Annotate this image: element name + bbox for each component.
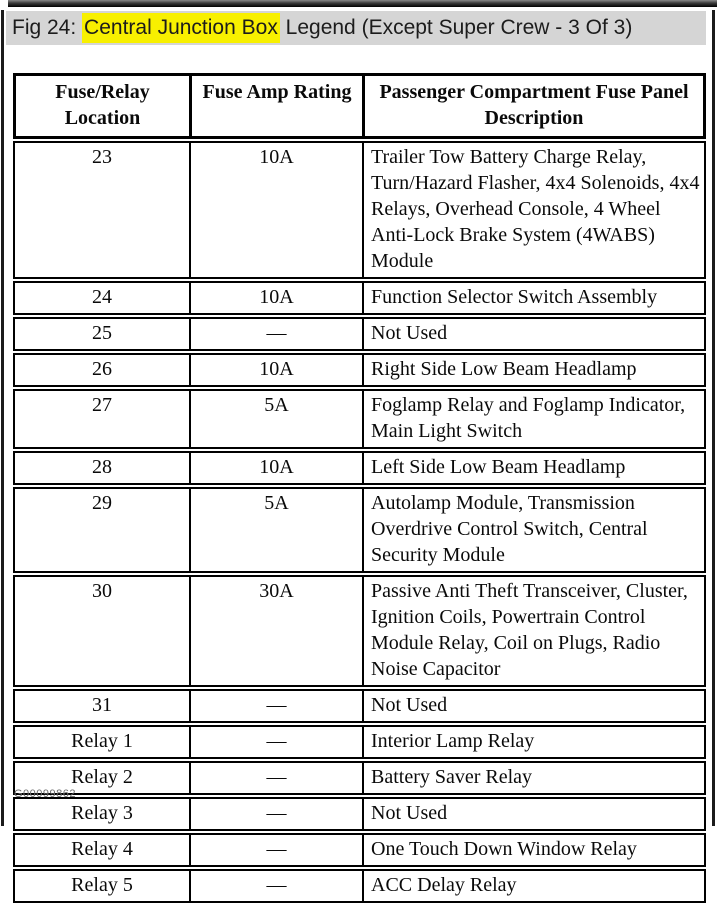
top-border-bar bbox=[8, 0, 717, 7]
caption-highlighted-text: Central Junction Box bbox=[82, 13, 280, 43]
table-header-row bbox=[13, 73, 706, 139]
cell-description: Not Used bbox=[371, 802, 448, 824]
cell-location: 30 bbox=[15, 577, 191, 685]
cell-rating: — bbox=[191, 691, 364, 721]
table-row bbox=[13, 797, 706, 831]
cell-location: Relay 4 bbox=[15, 835, 191, 865]
caption-suffix: Legend (Except Super Crew - 3 Of 3) bbox=[279, 16, 633, 39]
fuse-table-body bbox=[13, 141, 706, 903]
cell-location: Relay 3 bbox=[15, 799, 191, 829]
figure-code: G00099862 bbox=[14, 788, 76, 800]
cell-location: 26 bbox=[15, 355, 191, 385]
cell-rating: — bbox=[191, 763, 364, 793]
table-row bbox=[13, 487, 706, 573]
cell-location: 28 bbox=[15, 453, 191, 483]
cell-rating: 10A bbox=[191, 283, 364, 313]
cell-location: 31 bbox=[15, 691, 191, 721]
table-row bbox=[13, 725, 706, 759]
cell-location: Relay 1 bbox=[15, 727, 191, 757]
cell-rating: — bbox=[191, 799, 364, 829]
cell-description: Passive Anti Theft Transceiver, Cluster, Ignition Coils, Powertrain Control Module Relay, Coil on Plugs, Radio Noise Capacitor bbox=[371, 580, 688, 680]
right-border-line bbox=[712, 10, 715, 826]
cell-rating: 10A bbox=[191, 453, 364, 483]
cell-location: 23 bbox=[15, 143, 191, 277]
header-cell-description: Passenger Compartment Fuse Panel Description bbox=[379, 81, 689, 129]
cell-location: 25 bbox=[15, 319, 191, 349]
fuse-relay-table bbox=[13, 73, 706, 903]
header-cell-location: Fuse/Relay Location bbox=[16, 76, 192, 136]
cell-description: Trailer Tow Battery Charge Relay, Turn/Hazard Flasher, 4x4 Solenoids, 4x4 Relays, Overhead Console, 4 Wheel Anti-Lock Brake System (4WABS) Module bbox=[371, 146, 700, 272]
cell-description: Interior Lamp Relay bbox=[371, 730, 535, 752]
cell-location: 29 bbox=[15, 489, 191, 571]
cell-description: Battery Saver Relay bbox=[371, 766, 533, 788]
table-row bbox=[13, 761, 706, 795]
cell-description: Left Side Low Beam Headlamp bbox=[371, 456, 626, 478]
cell-rating: 30A bbox=[191, 577, 364, 685]
cell-description: One Touch Down Window Relay bbox=[371, 838, 637, 860]
cell-location: 27 bbox=[15, 391, 191, 447]
cell-description: Function Selector Switch Assembly bbox=[371, 286, 658, 308]
figure-caption-bar bbox=[6, 11, 706, 45]
cell-location: Relay 5 bbox=[15, 871, 191, 901]
table-row bbox=[13, 281, 706, 315]
cell-description: Right Side Low Beam Headlamp bbox=[371, 358, 637, 380]
header-cell-rating: Fuse Amp Rating bbox=[192, 76, 365, 136]
cell-description: ACC Delay Relay bbox=[371, 874, 517, 896]
table-row bbox=[13, 575, 706, 687]
cell-description: Not Used bbox=[371, 322, 448, 344]
cell-description: Not Used bbox=[371, 694, 448, 716]
cell-location: 24 bbox=[15, 283, 191, 313]
table-row bbox=[13, 833, 706, 867]
cell-rating: — bbox=[191, 727, 364, 757]
cell-rating: 5A bbox=[191, 391, 364, 447]
caption-prefix: Fig 24: bbox=[12, 16, 83, 39]
table-row bbox=[13, 141, 706, 279]
cell-rating: 5A bbox=[191, 489, 364, 571]
table-row bbox=[13, 689, 706, 723]
cell-location: Relay 2 bbox=[15, 763, 191, 793]
table-row bbox=[13, 389, 706, 449]
table-row bbox=[13, 353, 706, 387]
cell-rating: 10A bbox=[191, 143, 364, 277]
table-row bbox=[13, 451, 706, 485]
cell-rating: — bbox=[191, 871, 364, 901]
cell-rating: 10A bbox=[191, 355, 364, 385]
cell-description: Autolamp Module, Transmission Overdrive Control Switch, Central Security Module bbox=[371, 492, 648, 566]
cell-rating: — bbox=[191, 319, 364, 349]
table-row bbox=[13, 317, 706, 351]
left-border-line bbox=[1, 10, 4, 826]
cell-description: Foglamp Relay and Foglamp Indicator, Main Light Switch bbox=[371, 394, 686, 442]
table-row bbox=[13, 869, 706, 903]
cell-rating: — bbox=[191, 835, 364, 865]
